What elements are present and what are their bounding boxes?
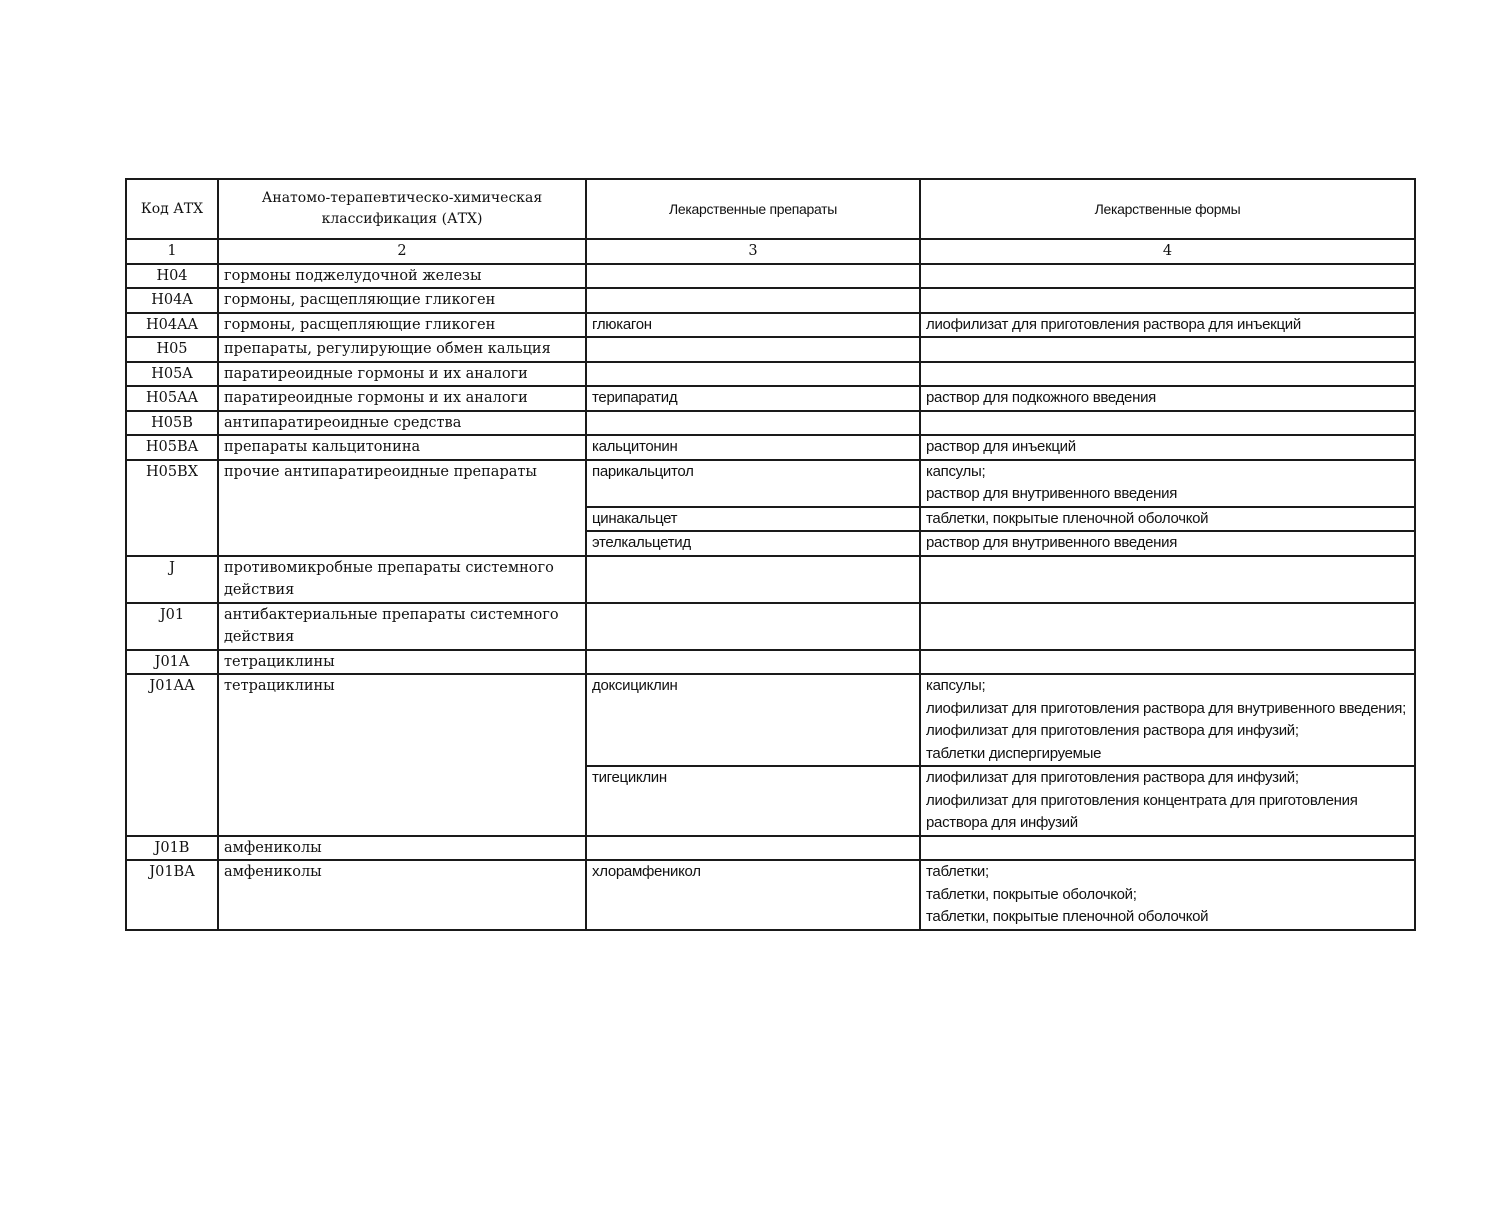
column-number-row xyxy=(126,239,1415,264)
atx-classification-cell: антибактериальные препараты системного действия xyxy=(218,603,586,650)
dosage-forms-cell xyxy=(920,650,1415,675)
drug-name-cell: глюкагон xyxy=(586,313,920,338)
dosage-forms-cell xyxy=(920,386,1415,411)
dosage-form-item: таблетки; xyxy=(926,863,989,880)
atx-code-cell: J01 xyxy=(126,603,218,650)
table-row xyxy=(126,337,1415,362)
dosage-forms-cell xyxy=(920,460,1415,507)
atx-code-cell: H05 xyxy=(126,337,218,362)
dosage-form-item: лиофилизат для приготовления раствора для инфузий; xyxy=(926,769,1299,786)
atx-code-cell: H05A xyxy=(126,362,218,387)
drug-name-cell xyxy=(586,264,920,289)
atx-code-cell: J01B xyxy=(126,836,218,861)
drug-name-cell xyxy=(586,836,920,861)
atx-code-cell: J01A xyxy=(126,650,218,675)
dosage-forms-cell xyxy=(920,507,1415,532)
header-atx-classification: Анатомо-терапевтическо-химическая классификация (АТХ) xyxy=(218,179,586,239)
atx-drug-table xyxy=(125,178,1416,931)
atx-code-cell: H04A xyxy=(126,288,218,313)
drug-name-cell: доксициклин xyxy=(586,674,920,766)
atx-classification-cell: тетрациклины xyxy=(218,674,586,836)
column-number: 2 xyxy=(218,239,586,264)
dosage-forms-cell xyxy=(920,288,1415,313)
table-row xyxy=(126,435,1415,460)
atx-code-cell: J01AA xyxy=(126,674,218,836)
dosage-form-item: таблетки диспергируемые xyxy=(926,744,1102,762)
dosage-forms-cell xyxy=(920,411,1415,436)
header-row xyxy=(126,179,1415,239)
header-drugs: Лекарственные препараты xyxy=(586,179,920,239)
drug-name-cell: этелкальцетид xyxy=(586,531,920,556)
dosage-form-item: таблетки, покрытые оболочкой; xyxy=(926,885,1137,903)
dosage-forms-cell xyxy=(920,362,1415,387)
atx-code-cell: H04 xyxy=(126,264,218,289)
table-row xyxy=(126,288,1415,313)
atx-classification-cell: гормоны поджелудочной железы xyxy=(218,264,586,289)
atx-code-cell: H05BA xyxy=(126,435,218,460)
dosage-form-item: таблетки, покрытые пленочной оболочкой xyxy=(926,509,1209,527)
table-row xyxy=(126,836,1415,861)
atx-classification-cell: препараты, регулирующие обмен кальция xyxy=(218,337,586,362)
dosage-form-item: раствор для внутривенного введения xyxy=(926,534,1178,551)
atx-classification-cell: паратиреоидные гормоны и их аналоги xyxy=(218,362,586,387)
table-row xyxy=(126,386,1415,411)
dosage-forms-cell xyxy=(920,435,1415,460)
dosage-forms-cell xyxy=(920,313,1415,338)
table-row xyxy=(126,460,1415,507)
drug-name-cell xyxy=(586,603,920,650)
atx-classification-cell: прочие антипаратиреоидные препараты xyxy=(218,460,586,556)
drug-name-cell: кальцитонин xyxy=(586,435,920,460)
table-row xyxy=(126,313,1415,338)
atx-classification-cell: антипаратиреоидные средства xyxy=(218,411,586,436)
header-dosage-forms: Лекарственные формы xyxy=(920,179,1415,239)
table-row xyxy=(126,411,1415,436)
header-atx-code: Код АТХ xyxy=(126,179,218,239)
dosage-form-item: раствор для внутривенного введения xyxy=(926,485,1178,502)
atx-classification-cell: амфениколы xyxy=(218,836,586,861)
dosage-form-item: раствор для подкожного введения xyxy=(926,389,1156,406)
atx-classification-cell: гормоны, расщепляющие гликоген xyxy=(218,313,586,338)
table-body xyxy=(126,264,1415,930)
drug-name-cell xyxy=(586,337,920,362)
dosage-form-item: раствор для инъекций xyxy=(926,438,1076,455)
atx-code-cell: H05AA xyxy=(126,386,218,411)
drug-name-cell: тигециклин xyxy=(586,766,920,836)
atx-code-cell: J xyxy=(126,556,218,603)
drug-name-cell: цинакальцет xyxy=(586,507,920,532)
dosage-form-item: капсулы; xyxy=(926,677,986,694)
dosage-forms-cell xyxy=(920,603,1415,650)
atx-classification-cell: тетрациклины xyxy=(218,650,586,675)
dosage-forms-cell xyxy=(920,836,1415,861)
atx-code-cell: H04AA xyxy=(126,313,218,338)
atx-code-cell: J01BA xyxy=(126,860,218,930)
atx-code-cell: H05BX xyxy=(126,460,218,556)
dosage-forms-cell xyxy=(920,766,1415,836)
dosage-form-item: капсулы; xyxy=(926,462,986,480)
column-number: 4 xyxy=(920,239,1415,264)
table-row xyxy=(126,650,1415,675)
column-number: 1 xyxy=(126,239,218,264)
atx-classification-cell: паратиреоидные гормоны и их аналоги xyxy=(218,386,586,411)
atx-classification-cell: препараты кальцитонина xyxy=(218,435,586,460)
dosage-forms-cell xyxy=(920,860,1415,930)
table-row xyxy=(126,603,1415,650)
drug-name-cell: парикальцитол xyxy=(586,460,920,507)
table-row xyxy=(126,860,1415,930)
drug-name-cell xyxy=(586,556,920,603)
atx-classification-cell: амфениколы xyxy=(218,860,586,930)
dosage-form-item: лиофилизат для приготовления раствора для инфузий; xyxy=(926,722,1299,739)
table-row xyxy=(126,264,1415,289)
dosage-forms-cell xyxy=(920,674,1415,766)
drug-name-cell xyxy=(586,362,920,387)
dosage-form-item: лиофилизат для приготовления раствора для инъекций xyxy=(926,315,1301,333)
table-row xyxy=(126,362,1415,387)
drug-name-cell xyxy=(586,288,920,313)
table-row xyxy=(126,556,1415,603)
atx-code-cell: H05B xyxy=(126,411,218,436)
drug-name-cell: терипаратид xyxy=(586,386,920,411)
atx-classification-cell: гормоны, расщепляющие гликоген xyxy=(218,288,586,313)
dosage-form-item: таблетки, покрытые пленочной оболочкой xyxy=(926,908,1209,925)
dosage-forms-cell xyxy=(920,531,1415,556)
dosage-forms-cell xyxy=(920,264,1415,289)
dosage-forms-cell xyxy=(920,337,1415,362)
table-row xyxy=(126,674,1415,766)
dosage-forms-cell xyxy=(920,556,1415,603)
drug-name-cell xyxy=(586,411,920,436)
dosage-form-item: лиофилизат для приготовления концентрата для приготовления раствора для инфузий xyxy=(926,791,1358,831)
drug-name-cell: хлорамфеникол xyxy=(586,860,920,930)
atx-classification-cell: противомикробные препараты системного действия xyxy=(218,556,586,603)
dosage-form-item: лиофилизат для приготовления раствора для внутривенного введения; xyxy=(926,699,1406,717)
drug-name-cell xyxy=(586,650,920,675)
column-number: 3 xyxy=(586,239,920,264)
